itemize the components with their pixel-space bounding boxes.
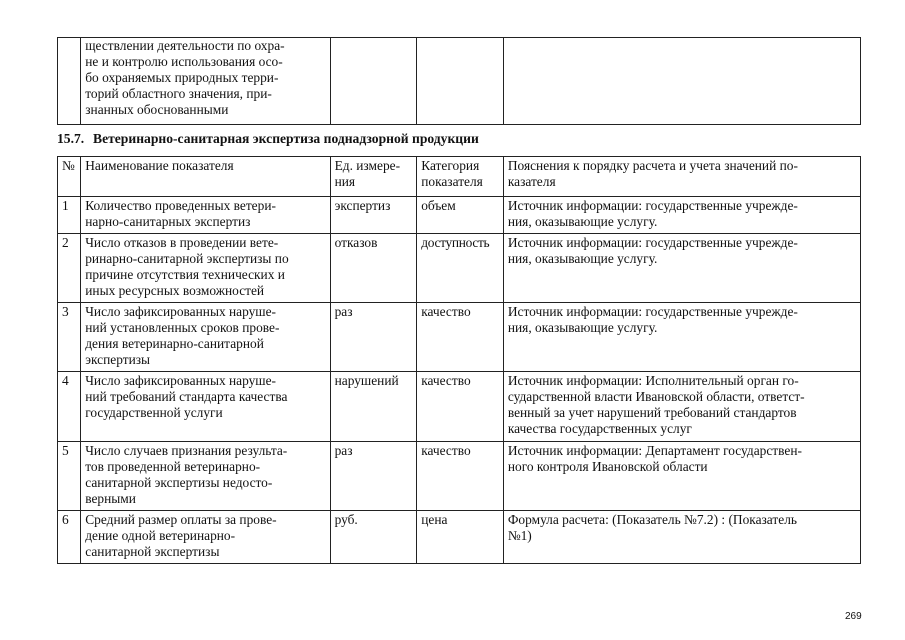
category-cell: доступность <box>417 234 504 303</box>
unit-cell: раз <box>330 303 417 372</box>
category-cell: цена <box>417 511 504 564</box>
num-cell: 5 <box>58 442 81 511</box>
unit-cell: раз <box>330 442 417 511</box>
num-cell: 6 <box>58 511 81 564</box>
header-notes: Пояснения к порядку расчета и учета значений по- казателя <box>503 157 860 197</box>
unit-cell <box>330 38 417 125</box>
category-cell: качество <box>417 303 504 372</box>
continued-table-fragment <box>57 37 861 125</box>
table-row <box>58 197 861 234</box>
category-cell <box>417 38 504 125</box>
name-cell: Число зафиксированных наруше- ний требований стандарта качества государственной услуги <box>81 372 330 442</box>
name-cell: Средний размер оплаты за прове- дение одной ветеринарно- санитарной экспертизы <box>81 511 330 564</box>
notes-cell: Источник информации: Департамент государствен- ного контроля Ивановской области <box>503 442 860 511</box>
unit-cell: нарушений <box>330 372 417 442</box>
unit-cell: экспертиз <box>330 197 417 234</box>
notes-cell: Источник информации: Исполнительный орган го- сударственной власти Ивановской области, ответст- венный за учет нарушений требований стандартов качества государственных услуг <box>503 372 860 442</box>
num-cell: 3 <box>58 303 81 372</box>
name-cell: Количество проведенных ветери- нарно-санитарных экспертиз <box>81 197 330 234</box>
name-cell: Число отказов в проведении вете- ринарно-санитарной экспертизы по причине отсутствия технических и иных ресурсных возможностей <box>81 234 330 303</box>
unit-cell: отказов <box>330 234 417 303</box>
category-cell: качество <box>417 372 504 442</box>
num-cell: 4 <box>58 372 81 442</box>
unit-cell: руб. <box>330 511 417 564</box>
header-category: Категория показателя <box>417 157 504 197</box>
num-cell: 1 <box>58 197 81 234</box>
notes-cell <box>503 38 860 125</box>
table-row <box>58 38 861 125</box>
table-row <box>58 303 861 372</box>
table-row <box>58 511 861 564</box>
name-cell: Число зафиксированных наруше- ний установленных сроков прове- дения ветеринарно-санитарной экспертизы <box>81 303 330 372</box>
notes-cell: Источник информации: государственные учрежде- ния, оказывающие услугу. <box>503 197 860 234</box>
indicators-table <box>57 156 861 564</box>
num-cell <box>58 38 81 125</box>
header-name: Наименование показателя <box>81 157 330 197</box>
notes-cell: Источник информации: государственные учрежде- ния, оказывающие услугу. <box>503 234 860 303</box>
table-row <box>58 372 861 442</box>
page-number: 269 <box>845 611 862 622</box>
num-cell: 2 <box>58 234 81 303</box>
section-heading <box>57 131 479 147</box>
section-number: 15.7. <box>57 131 85 146</box>
header-unit: Ед. измере- ния <box>330 157 417 197</box>
name-cell: Число случаев признания результа- тов проведенной ветеринарно- санитарной экспертизы недосто- верными <box>81 442 330 511</box>
header-row <box>58 157 861 197</box>
name-cell: ществлении деятельности по охра- не и контролю использования осо- бо охраняемых природных терри- торий областного значения, при- знанных обоснованными <box>81 38 330 125</box>
category-cell: качество <box>417 442 504 511</box>
table-row <box>58 442 861 511</box>
table-row <box>58 234 861 303</box>
header-num: № <box>58 157 81 197</box>
section-title: Ветеринарно-санитарная экспертиза поднадзорной продукции <box>93 131 479 146</box>
category-cell: объем <box>417 197 504 234</box>
notes-cell: Формула расчета: (Показатель №7.2) : (Показатель №1) <box>503 511 860 564</box>
notes-cell: Источник информации: государственные учрежде- ния, оказывающие услугу. <box>503 303 860 372</box>
